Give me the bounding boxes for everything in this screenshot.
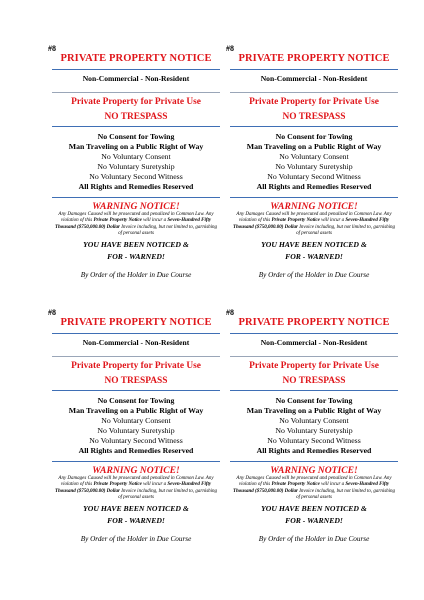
private-line-1: Private Property for Private Use	[249, 361, 379, 371]
list-item: No Voluntary Consent	[101, 416, 171, 426]
private-line-2: NO TRESPASS	[104, 111, 168, 122]
list-item: No Consent for Towing	[275, 396, 353, 405]
notice-number: #8	[48, 308, 56, 317]
noticed-line-1: YOU HAVE BEEN NOTICED &	[261, 239, 367, 249]
order-line: By Order of the Holder in Due Course	[258, 270, 370, 279]
list-item: All Rights and Remedies Reserved	[78, 182, 194, 192]
private-line-2: NO TRESPASS	[282, 111, 346, 122]
list-item: No Consent for Towing	[97, 132, 175, 141]
notice-number: #8	[48, 44, 56, 53]
notice-top-left	[48, 44, 224, 280]
conditions-list	[226, 391, 402, 457]
private-line-1: Private Property for Private Use	[71, 361, 201, 371]
legal-text: Any Damages Caused will be prosecuted and penalized in Common Law. Any violation of this Private Property Notice will incur a Seven-Hundred Fifty Thousand ($750,000.00) Dollar Invoice including, but not limited to, garnishing of personal assets	[232, 211, 396, 237]
warning-title: WARNING NOTICE!	[270, 200, 358, 212]
status-line: Non-Commercial - Non-Resident	[260, 338, 368, 347]
list-item: Man Traveling on a Public Right of Way	[246, 142, 382, 152]
list-item: Man Traveling on a Public Right of Way	[246, 406, 382, 416]
order-line: By Order of the Holder in Due Course	[80, 534, 192, 543]
notice-bottom-right	[226, 308, 402, 544]
conditions-list	[48, 127, 224, 193]
legal-text: Any Damages Caused will be prosecuted and penalized in Common Law. Any violation of this Private Property Notice will incur a Seven-Hundred Fifty Thousand ($750,000.00) Dollar Invoice including, but not limited to, garnishing of personal assets	[54, 475, 218, 501]
list-item: No Voluntary Consent	[279, 152, 349, 162]
order-line: By Order of the Holder in Due Course	[258, 534, 370, 543]
list-item: No Voluntary Suretyship	[275, 426, 353, 436]
private-line-1: Private Property for Private Use	[249, 97, 379, 107]
list-item: No Voluntary Consent	[279, 416, 349, 426]
noticed-line-1: YOU HAVE BEEN NOTICED &	[261, 503, 367, 513]
list-item: No Voluntary Suretyship	[97, 426, 175, 436]
list-item: All Rights and Remedies Reserved	[256, 182, 372, 192]
conditions-list	[48, 391, 224, 457]
list-item: No Voluntary Second Witness	[267, 172, 361, 182]
noticed-line-2: FOR - WARNED!	[285, 515, 343, 525]
notice-title: PRIVATE PROPERTY NOTICE	[60, 317, 212, 328]
noticed-line-1: YOU HAVE BEEN NOTICED &	[83, 239, 189, 249]
notice-bottom-left	[48, 308, 224, 544]
noticed-line-2: FOR - WARNED!	[285, 251, 343, 261]
warning-title: WARNING NOTICE!	[92, 464, 180, 476]
notice-number: #8	[226, 44, 234, 53]
notice-title: PRIVATE PROPERTY NOTICE	[60, 53, 212, 64]
private-line-2: NO TRESPASS	[104, 375, 168, 386]
notice-title: PRIVATE PROPERTY NOTICE	[238, 53, 390, 64]
list-item: All Rights and Remedies Reserved	[78, 446, 194, 456]
noticed-line-1: YOU HAVE BEEN NOTICED &	[83, 503, 189, 513]
warning-title: WARNING NOTICE!	[270, 464, 358, 476]
status-line: Non-Commercial - Non-Resident	[82, 338, 190, 347]
list-item: No Voluntary Suretyship	[275, 162, 353, 172]
notice-number: #8	[226, 308, 234, 317]
list-item: No Voluntary Consent	[101, 152, 171, 162]
legal-text: Any Damages Caused will be prosecuted and penalized in Common Law. Any violation of this Private Property Notice will incur a Seven-Hundred Fifty Thousand ($750,000.00) Dollar Invoice including, but not limited to, garnishing of personal assets	[232, 475, 396, 501]
noticed-line-2: FOR - WARNED!	[107, 515, 165, 525]
private-line-2: NO TRESPASS	[282, 375, 346, 386]
list-item: All Rights and Remedies Reserved	[256, 446, 372, 456]
list-item: No Consent for Towing	[275, 132, 353, 141]
status-line: Non-Commercial - Non-Resident	[260, 74, 368, 83]
notice-top-right	[226, 44, 402, 280]
status-line: Non-Commercial - Non-Resident	[82, 74, 190, 83]
list-item: Man Traveling on a Public Right of Way	[68, 142, 204, 152]
list-item: No Voluntary Second Witness	[89, 172, 183, 182]
notice-title: PRIVATE PROPERTY NOTICE	[238, 317, 390, 328]
warning-title: WARNING NOTICE!	[92, 200, 180, 212]
order-line: By Order of the Holder in Due Course	[80, 270, 192, 279]
list-item: No Voluntary Suretyship	[97, 162, 175, 172]
list-item: No Voluntary Second Witness	[89, 436, 183, 446]
list-item: Man Traveling on a Public Right of Way	[68, 406, 204, 416]
private-line-1: Private Property for Private Use	[71, 97, 201, 107]
list-item: No Consent for Towing	[97, 396, 175, 405]
conditions-list	[226, 127, 402, 193]
noticed-line-2: FOR - WARNED!	[107, 251, 165, 261]
legal-text: Any Damages Caused will be prosecuted and penalized in Common Law. Any violation of this Private Property Notice will incur a Seven-Hundred Fifty Thousand ($750,000.00) Dollar Invoice including, but not limited to, garnishing of personal assets	[54, 211, 218, 237]
list-item: No Voluntary Second Witness	[267, 436, 361, 446]
